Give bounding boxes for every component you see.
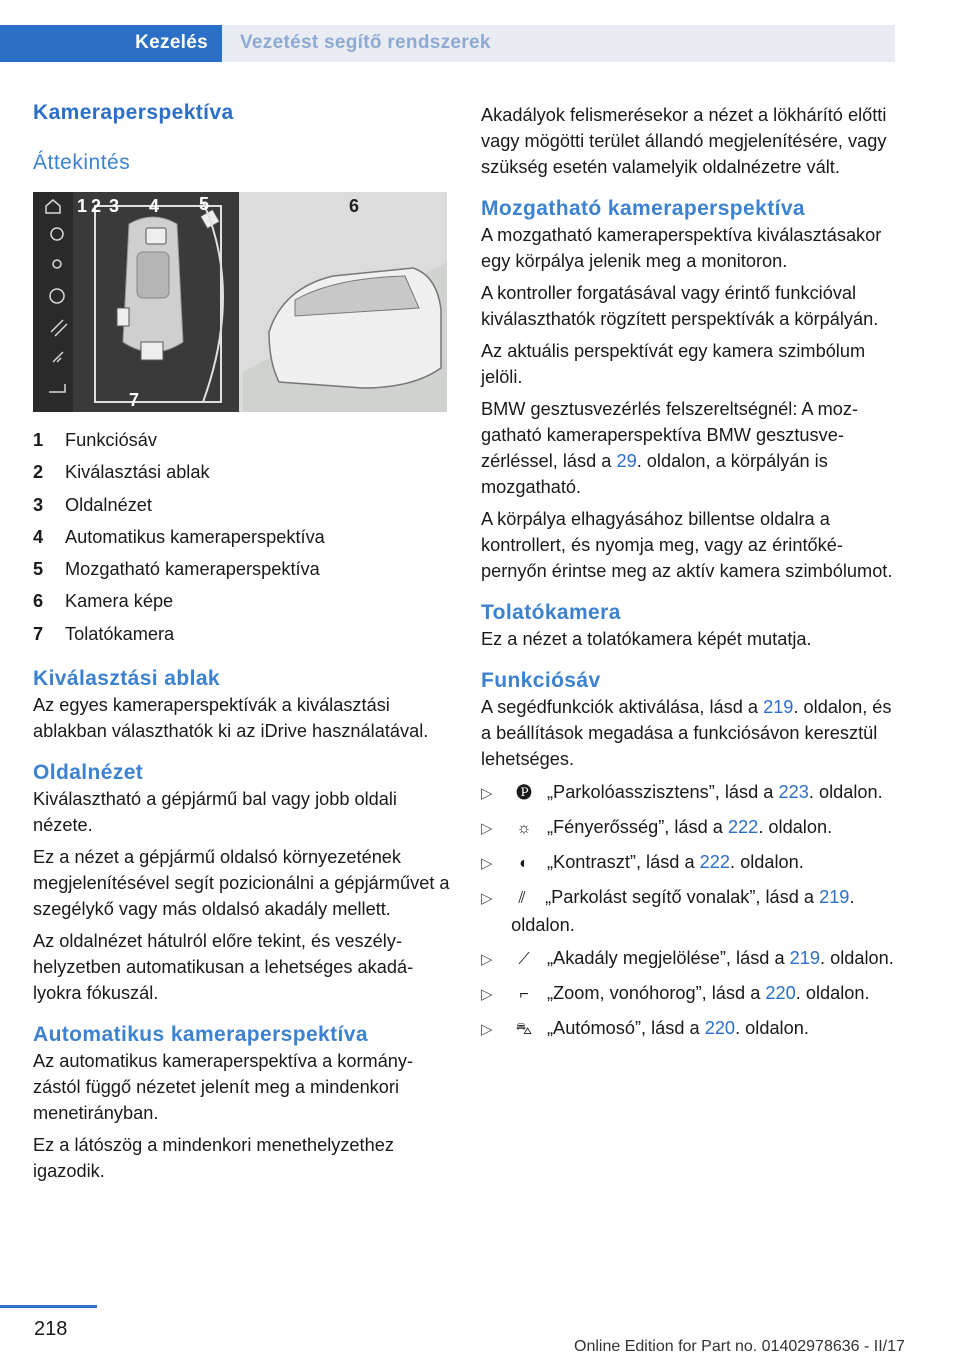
contrast-icon: ◐ [519, 855, 529, 872]
parking-assistant-icon: 🅟 [515, 785, 532, 802]
page-number: 218 [34, 1318, 68, 1340]
callout-7: 7 [129, 390, 140, 410]
page-link[interactable]: 219 [789, 948, 820, 968]
callout-5: 5 [199, 194, 210, 214]
left-column [33, 100, 451, 1184]
bullet-item: ▷ ◐ „Kontraszt”, lásd a 222. oldalon. [481, 849, 899, 877]
page-link[interactable]: 222 [699, 852, 730, 872]
legend-item: 4 Automatikus kameraperspektíva [33, 526, 325, 547]
paragraph: Akadályok felismerésekor a nézet a lökhárító előtti vagy mögötti terület állandó megjelenítésére, vagy szükség esetén valamelyik oldalnézetre vált. [481, 105, 887, 177]
paragraph: Ez a nézet a tolatókamera képét mutatja. [481, 629, 812, 649]
page-title: Kameraperspektíva [33, 101, 234, 124]
paragraph: BMW gesztusvezérlés felszereltségnél: A mozgatható kameraperspektíva BMW gesztusvezérléssel, lásd a 29. oldalon, a körpályán is mozgatható. [481, 399, 859, 497]
callout-1: 1 [77, 196, 88, 216]
callout-6: 6 [349, 196, 360, 216]
footer-rule [0, 1305, 97, 1308]
function-bar-heading: Funkciósáv [481, 669, 601, 692]
rearview-camera-heading: Tolatókamera [481, 601, 621, 624]
camera-screen-illustration [33, 192, 447, 412]
paragraph: Ez a látószög a mindenkori menethelyzethez igazodik. [33, 1135, 394, 1182]
brightness-icon: ☼ [516, 820, 532, 837]
camera-overview-figure [33, 192, 447, 412]
bullet-item: ▷ ☼ „Fényerősség”, lásd a 222. oldalon. [481, 814, 899, 842]
paragraph: A körpálya elhagyásához billentse oldalra a kontrollert, és nyomja meg, vagy az érintőképernyőn érintse meg az aktív kamera szimbólumot. [481, 509, 893, 581]
bullet-item: ▷ ⫽ „Parkolást segítő vonalak”, lásd a 219. oldalon. [481, 884, 899, 938]
paragraph: Az aktuális perspektívát egy kamera szimbólum jelöli. [481, 341, 866, 387]
page-link[interactable]: 223 [778, 782, 809, 802]
overview-heading: Áttekintés [33, 151, 131, 174]
bullet-triangle-icon: ▷ [481, 986, 493, 1003]
paragraph: Kiválasztható a gépjármű bal vagy jobb oldali nézete. [33, 789, 397, 836]
tab-section[interactable]: Vezetést segítő rendszerek [240, 32, 491, 53]
bullet-triangle-icon: ▷ [481, 1021, 493, 1038]
legend-item: 3 Oldalnézet [33, 494, 152, 515]
legend-item: 2 Kiválasztási ablak [33, 462, 210, 483]
tab-kezeles[interactable]: Kezelés [0, 25, 222, 62]
side-view-marker [117, 308, 129, 326]
paragraph: A mozgatható kameraperspektíva kiválasztásakor egy körpálya jelenik meg a monitoron. [481, 225, 882, 271]
page-link[interactable]: 220 [704, 1018, 736, 1038]
selection-window-heading: Kiválasztási ablak [33, 667, 220, 691]
paragraph: Az automatikus kameraperspektíva a kormányzástól függő nézetet jelenít meg a mindenkori menetirányban. [33, 1051, 414, 1124]
callout-3: 3 [109, 196, 120, 216]
page-link[interactable]: 222 [727, 817, 759, 837]
callout-2: 2 [91, 196, 102, 216]
page-link[interactable]: 220 [765, 983, 796, 1003]
bullet-triangle-icon: ▷ [481, 855, 493, 872]
legend-item: 7 Tolatókamera [33, 623, 175, 644]
parking-lines-icon: ⫽ [518, 890, 526, 907]
movable-perspective-heading: Mozgatható kameraperspektíva [481, 197, 805, 220]
legend-item: 5 Mozgatható kameraperspektíva [33, 559, 320, 580]
paragraph: A kontroller forgatásával vagy érintő funkcióval kiválaszthatók rögzített perspektívák a körpályán. [481, 283, 879, 329]
figure-legend [33, 424, 451, 650]
bullet-item: ▷ 🅟 „Parkolóasszisztens”, lásd a 223. oldalon. [481, 779, 899, 807]
bullet-item: ▷ ⌐ „Zoom, vonóhorog”, lásd a 220. oldalon. [481, 980, 899, 1008]
bullet-triangle-icon: ▷ [481, 785, 493, 802]
bullet-item: ▷ ⟋ „Akadály megjelölése”, lásd a 219. oldalon. [481, 945, 899, 973]
auto-camera-marker [146, 228, 166, 244]
edition-note: Online Edition for Part no. 01402978636 - II/17 [574, 1338, 905, 1355]
callout-4: 4 [149, 196, 160, 216]
bullet-triangle-icon: ▷ [481, 890, 493, 907]
side-view-heading: Oldalnézet [33, 761, 144, 785]
bullet-item: ▷ ⛍ „Autómosó”, lásd a 220. oldalon. [481, 1015, 899, 1043]
obstacle-marking-icon: ⟋ [518, 951, 530, 968]
legend-item: 6 Kamera képe [33, 591, 174, 612]
bullet-triangle-icon: ▷ [481, 951, 493, 968]
page-link[interactable]: 219 [763, 697, 794, 717]
paragraph: Ez a nézet a gépjármű oldalsó környezetének megjelenítésével segít pozicionálni a gépjárművet a szegélykő vagy más oldalsó akadály mellett. [33, 847, 450, 920]
page-link[interactable]: 29 [616, 451, 637, 471]
rearview-marker [141, 342, 163, 360]
bullet-triangle-icon: ▷ [481, 820, 493, 837]
zoom-tow-hitch-icon: ⌐ [519, 986, 529, 1003]
paragraph: Az egyes kameraperspektívák a kiválasztási ablakban választhatók ki az iDrive használatával. [33, 695, 429, 742]
right-column [481, 102, 899, 1043]
page-link[interactable]: 219 [819, 887, 850, 907]
legend-item: 1 Funkciósáv [33, 430, 157, 450]
paragraph: Az oldalnézet hátulról előre tekint, és veszélyhelyzetben automatikusan a lehetséges akadályokra fókuszál. [33, 931, 414, 1004]
auto-perspective-heading: Automatikus kameraperspektíva [33, 1023, 368, 1047]
paragraph: A segédfunkciók aktiválása, lásd a 219. oldalon, és a beállítások megadása a funkciósávon keresztül lehetséges. [481, 697, 892, 769]
car-wash-icon: ⛍ [515, 1021, 533, 1038]
